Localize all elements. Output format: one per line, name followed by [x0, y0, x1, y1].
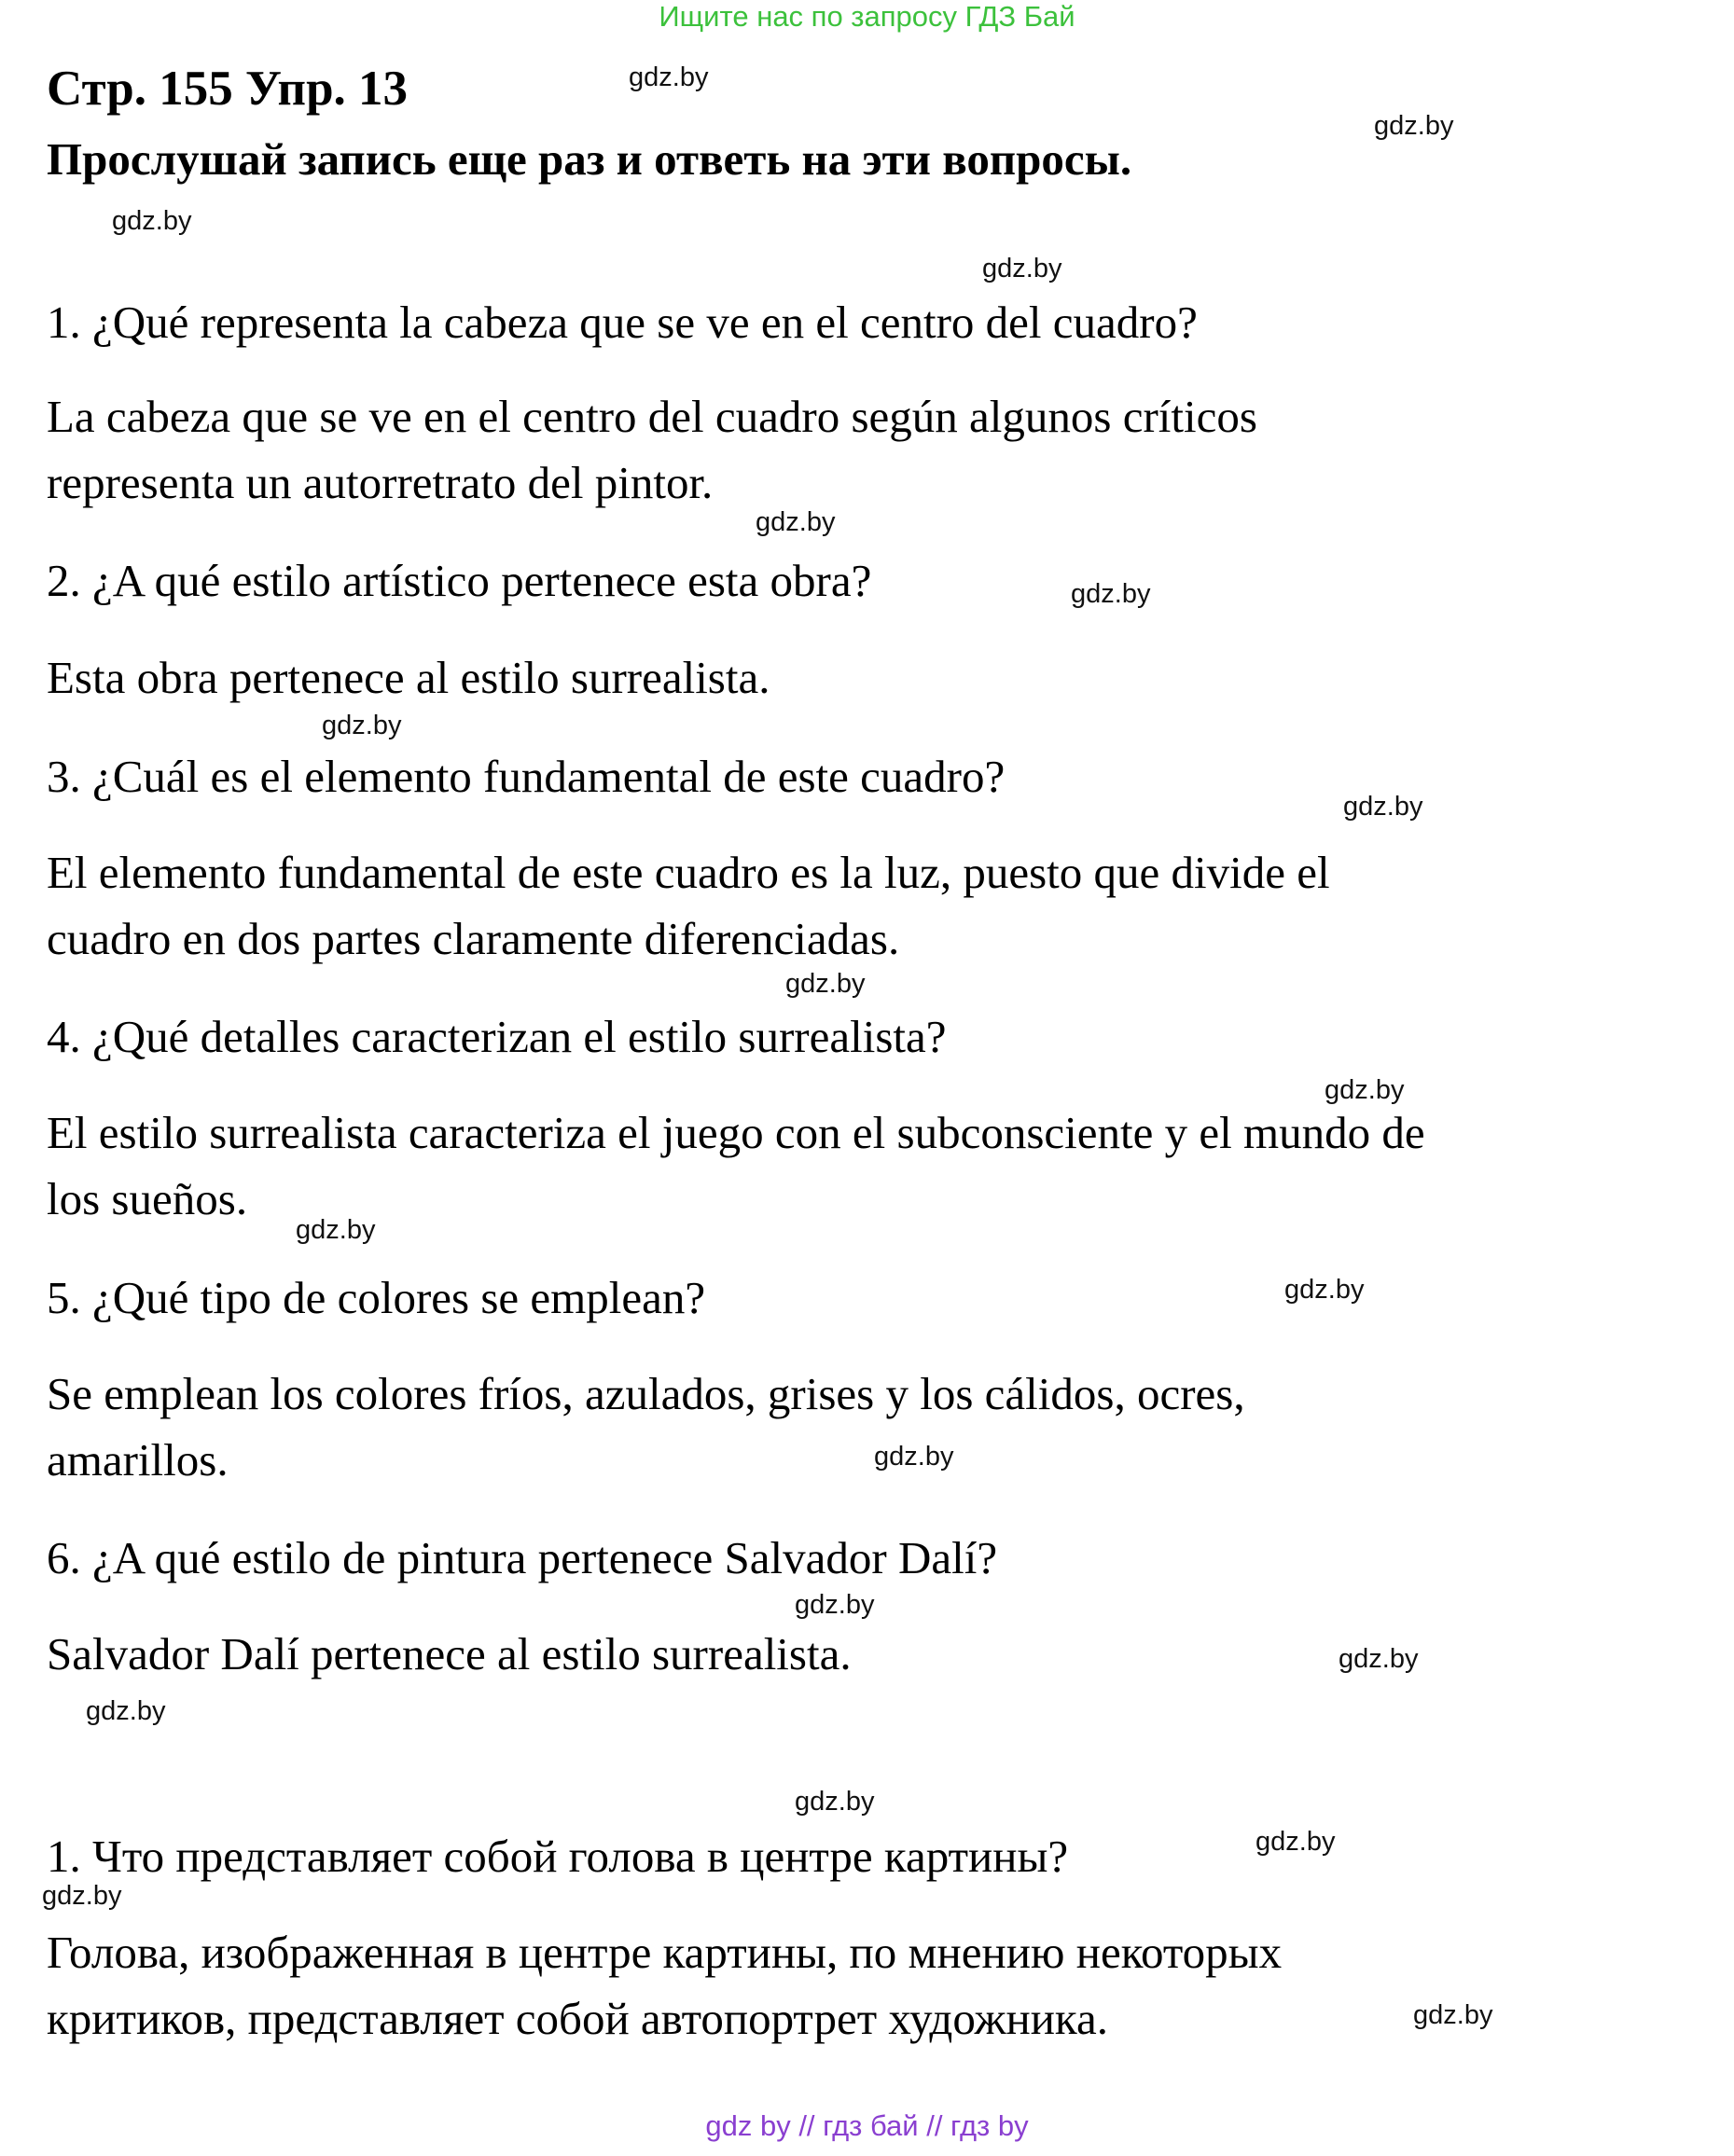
watermark: gdz.by [1413, 2000, 1493, 2030]
question-5: 5. ¿Qué tipo de colores se emplean? [47, 1272, 706, 1323]
question-1: 1. ¿Qué representa la cabeza que se ve en el centro del cuadro? [47, 297, 1198, 348]
question-2: 2. ¿A qué estilo artístico pertenece esta obra? [47, 555, 872, 606]
question-6: 6. ¿A qué estilo de pintura pertenece Salvador Dalí? [47, 1532, 998, 1583]
answer-1-line-2: representa un autorretrato del pintor. [47, 457, 714, 508]
watermark: gdz.by [112, 206, 192, 236]
watermark: gdz.by [629, 62, 709, 92]
answer-3-line-2: cuadro en dos partes claramente diferenciadas. [47, 913, 900, 964]
question-4: 4. ¿Qué detalles caracterizan el estilo surrealista? [47, 1011, 947, 1062]
watermark: gdz.by [795, 1787, 875, 1817]
watermark: gdz.by [42, 1881, 122, 1911]
watermark: gdz.by [1339, 1644, 1419, 1674]
watermark: gdz.by [1325, 1075, 1405, 1105]
answer-5-line-1: Se emplean los colores fríos, azulados, grises y los cálidos, ocres, [47, 1368, 1245, 1419]
watermark: gdz.by [785, 969, 866, 999]
answer-3-line-1: El elemento fundamental de este cuadro es la luz, puesto que divide el [47, 847, 1330, 898]
footer-links[interactable]: gdz by // гдз бай // гдз by [705, 2109, 1029, 2142]
watermark: gdz.by [1255, 1827, 1336, 1857]
ru-answer-1-line-1: Голова, изображенная в центре картины, по мнению некоторых [47, 1927, 1283, 1978]
answer-5-line-2: amarillos. [47, 1434, 229, 1486]
watermark: gdz.by [86, 1696, 166, 1726]
watermark: gdz.by [982, 254, 1062, 283]
watermark: gdz.by [1071, 579, 1151, 609]
page-title: Стр. 155 Упр. 13 [47, 62, 409, 116]
watermark: gdz.by [1284, 1275, 1365, 1305]
watermark: gdz.by [874, 1442, 954, 1472]
answer-2: Esta obra pertenece al estilo surrealista. [47, 652, 770, 703]
watermark: gdz.by [1343, 792, 1423, 822]
watermark: gdz.by [795, 1590, 875, 1620]
exercise-instruction: Прослушай запись еще раз и ответь на эти вопросы. [47, 133, 1132, 185]
answer-4-line-2: los sueños. [47, 1173, 248, 1224]
question-3: 3. ¿Cuál es el elemento fundamental de este cuadro? [47, 751, 1006, 802]
watermark: gdz.by [1374, 111, 1454, 141]
watermark: gdz.by [296, 1215, 376, 1245]
watermark: gdz.by [322, 711, 402, 740]
top-banner-link[interactable]: Ищите нас по запросу ГДЗ Бай [659, 0, 1075, 33]
answer-4-line-1: El estilo surrealista caracteriza el juego con el subconsciente y el mundo de [47, 1107, 1425, 1158]
answer-6: Salvador Dalí pertenece al estilo surrealista. [47, 1628, 852, 1679]
ru-question-1: 1. Что представляет собой голова в центре картины? [47, 1831, 1069, 1882]
ru-answer-1-line-2: критиков, представляет собой автопортрет художника. [47, 1993, 1108, 2044]
watermark: gdz.by [756, 507, 836, 537]
answer-1-line-1: La cabeza que se ve en el centro del cuadro según algunos críticos [47, 391, 1257, 442]
